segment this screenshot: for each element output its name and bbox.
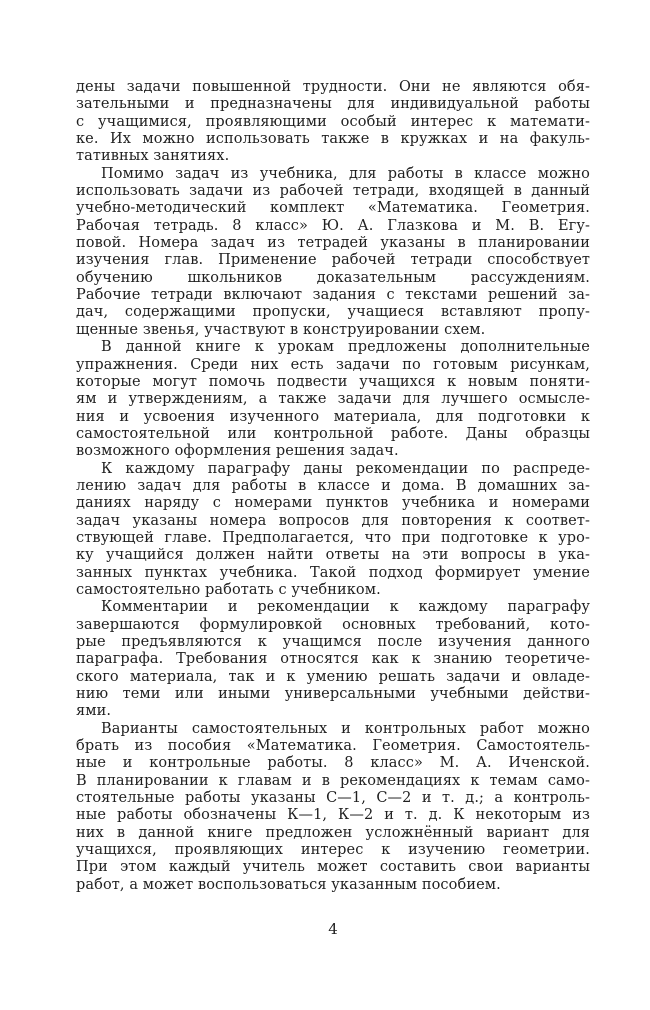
text-line: щенные звенья, участвуют в конструировании схем. <box>76 321 486 338</box>
text-line: ке. Их можно использовать также в кружках и на факуль- <box>76 131 590 148</box>
text-line: брать из пособия «Математика. Геометрия. Самостоятель- <box>76 738 590 755</box>
text-line: В данной книге к урокам предложены дополнительные <box>101 339 590 356</box>
text-line: учащихся, проявляющих интерес к изучению геометрии. <box>76 842 590 859</box>
text-line: ния и усвоения изученного материала, для подготовки к <box>76 408 590 425</box>
text-line: нию теми или иными универсальными учебными действи- <box>76 686 590 703</box>
text-line: дены задачи повышенной трудности. Они не являются обя- <box>76 79 590 95</box>
text-line: самостоятельно работать с учебником. <box>76 581 381 598</box>
text-line: ями. <box>76 703 112 720</box>
text-line: ствующей главе. Предполагается, что при подготовке к уро- <box>76 529 590 546</box>
text-line: обучению школьников доказательным рассуждениям. <box>76 269 590 286</box>
text-line: ные работы обозначены К—1, К—2 и т. д. К некоторым из <box>76 807 590 824</box>
text-line: Комментарии и рекомендации к каждому параграфу <box>101 599 590 616</box>
text-line: даниях наряду с номерами пунктов учебника и номерами <box>76 495 590 512</box>
text-line: При этом каждый учитель может составить свои варианты <box>76 859 590 876</box>
text-line: учебно-методический комплект «Математика. Геометрия. <box>76 200 590 217</box>
paragraph <box>76 599 590 720</box>
text-line: Рабочая тетрадь. 8 класс» Ю. А. Глазкова и М. В. Егу- <box>76 217 590 234</box>
text-line: с учащимися, проявляющими особый интерес к математи- <box>76 113 590 130</box>
text-line: Рабочие тетради включают задания с текстами решений за- <box>76 287 590 304</box>
text-line: тативных занятиях. <box>76 148 230 165</box>
text-line: работ, а может воспользоваться указанным пособием. <box>76 876 501 893</box>
text-line: параграфа. Требования относятся как к знанию теоретиче- <box>76 651 590 668</box>
text-line: стоятельные работы указаны С—1, С—2 и т. д.; а контроль- <box>76 790 590 807</box>
text-line: ского материала, так и к умению решать задачи и овладе- <box>76 668 590 685</box>
paragraph <box>76 79 590 166</box>
text-line: В планировании к главам и в рекомендациях к темам само- <box>76 772 590 789</box>
text-line: повой. Номера задач из тетрадей указаны в планировании <box>76 235 590 252</box>
paragraph <box>76 721 590 894</box>
text-line: К каждому параграфу даны рекомендации по распреде- <box>101 460 590 477</box>
text-line: них в данной книге предложен усложнённый вариант для <box>76 824 590 841</box>
text-line: возможного оформления решения задач. <box>76 443 399 460</box>
paragraph <box>76 461 590 600</box>
text-line: ку учащийся должен найти ответы на эти вопросы в ука- <box>76 547 590 564</box>
text-line: лению задач для работы в классе и дома. В домашних за- <box>76 477 590 494</box>
page-number: 4 <box>328 920 338 938</box>
text-line: рые предъявляются к учащимся после изучения данного <box>76 634 590 650</box>
text-line: зательными и предназначены для индивидуальной работы <box>76 96 590 113</box>
body-text <box>76 79 590 894</box>
text-line: занных пунктах учебника. Такой подход формирует умение <box>76 564 590 581</box>
text-line: упражнения. Среди них есть задачи по готовым рисункам, <box>76 356 590 373</box>
paragraph <box>76 339 590 460</box>
text-line: самостоятельной или контрольной работе. Даны образцы <box>76 425 590 442</box>
text-line: использовать задачи из рабочей тетради, входящей в данный <box>76 183 590 200</box>
text-line: Варианты самостоятельных и контрольных работ можно <box>101 720 590 737</box>
text-line: дач, содержащими пропуски, учащиеся вставляют пропу- <box>76 304 590 321</box>
text-line: задач указаны номера вопросов для повторения к соответ- <box>76 512 590 529</box>
text-line: которые могут помочь подвести учащихся к новым поняти- <box>76 373 590 390</box>
text-line: завершаются формулировкой основных требований, кото- <box>76 616 590 633</box>
text-line: Помимо задач из учебника, для работы в классе можно <box>101 165 590 182</box>
text-line: ные и контрольные работы. 8 класс» М. А. Иченской. <box>76 755 590 772</box>
paragraph <box>76 166 590 339</box>
text-line: ям и утверждениям, а также задачи для лучшего осмысле- <box>76 391 590 408</box>
text-line: изучения глав. Применение рабочей тетради способствует <box>76 252 590 269</box>
